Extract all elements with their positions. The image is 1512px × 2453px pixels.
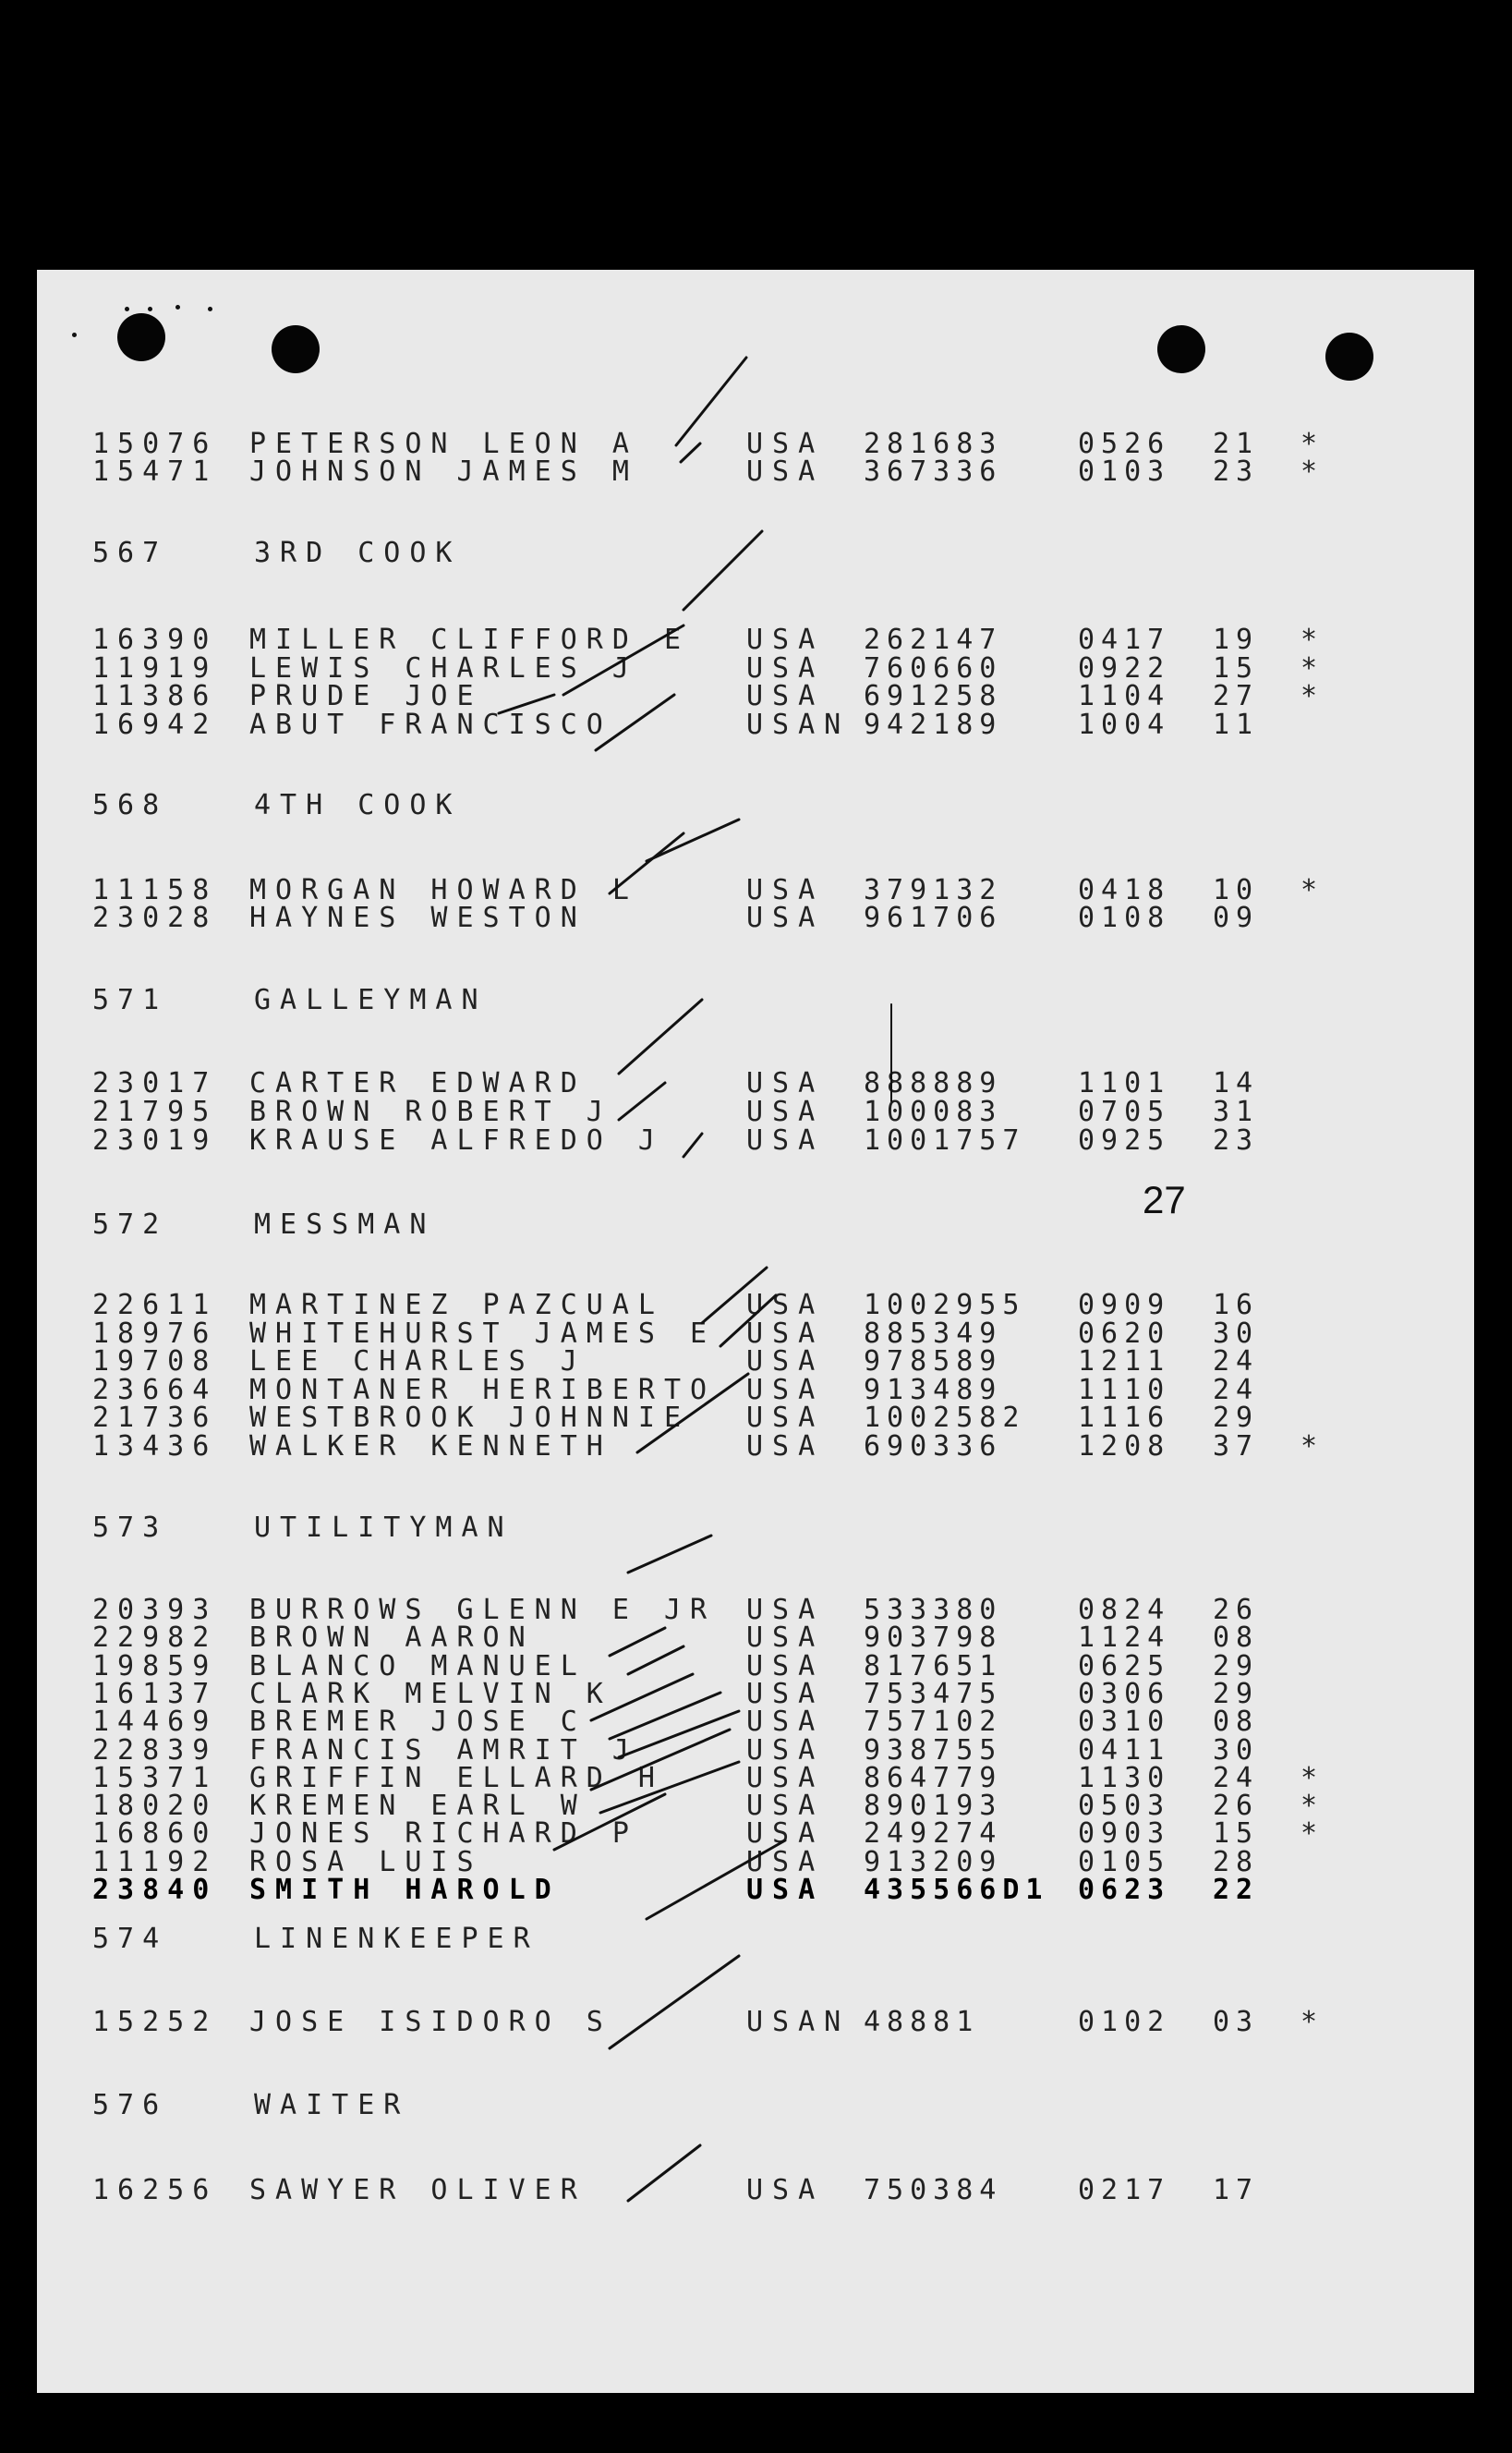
row-code: 1104 (1078, 680, 1171, 712)
row-age: 09 (1213, 902, 1260, 934)
table-row (37, 1431, 1474, 1463)
row-mark: * (1300, 1817, 1318, 1850)
section-code: 573 (92, 1512, 168, 1544)
table-row (37, 1818, 1474, 1850)
ink-speck (125, 307, 129, 311)
row-serial: 938755 (864, 1734, 1003, 1767)
row-id: 19708 (92, 1345, 218, 1378)
row-id: 22982 (92, 1621, 218, 1654)
row-serial: 690336 (864, 1430, 1003, 1463)
section-title: UTILITYMAN (254, 1512, 514, 1544)
row-code: 0417 (1078, 624, 1171, 656)
section-title: WAITER (254, 2089, 410, 2121)
row-age: 27 (1213, 680, 1260, 712)
row-id: 15371 (92, 1762, 218, 1794)
ink-speck (72, 333, 77, 337)
row-age: 17 (1213, 2174, 1260, 2206)
row-name: BREMER JOSE C (249, 1706, 587, 1738)
document-page (37, 270, 1474, 2393)
row-name: GRIFFIN ELLARD H (249, 1762, 664, 1794)
row-id: 21736 (92, 1402, 218, 1434)
row-code: 0105 (1078, 1846, 1171, 1878)
row-nationality: USA (746, 1762, 825, 1794)
row-id: 22839 (92, 1734, 218, 1767)
row-code: 0620 (1078, 1318, 1171, 1350)
row-name: ROSA LUIS (249, 1846, 483, 1878)
row-nationality: USA (746, 1874, 825, 1906)
table-row (37, 1290, 1474, 1321)
row-serial: 760660 (864, 652, 1003, 685)
row-nationality: USA (746, 1650, 825, 1682)
row-code: 0705 (1078, 1096, 1171, 1128)
row-mark: * (1300, 624, 1318, 656)
row-name: BROWN AARON (249, 1621, 535, 1654)
row-name: BURROWS GLENN E JR (249, 1594, 717, 1626)
row-age: 30 (1213, 1318, 1260, 1350)
row-id: 19859 (92, 1650, 218, 1682)
row-name: ABUT FRANCISCO (249, 709, 612, 741)
check-mark (683, 531, 762, 610)
row-name: CARTER EDWARD (249, 1067, 587, 1099)
row-serial: 890193 (864, 1790, 1003, 1822)
row-name: MONTANER HERIBERTO (249, 1374, 717, 1406)
row-serial: 913209 (864, 1846, 1003, 1878)
row-nationality: USA (746, 1817, 825, 1850)
row-serial: 435566D1 (864, 1874, 1049, 1906)
row-name: WESTBROOK JOHNNIE (249, 1402, 691, 1434)
table-row (37, 710, 1474, 741)
row-nationality: USA (746, 1678, 825, 1710)
row-mark: * (1300, 428, 1318, 460)
row-name: JOSE ISIDORO S (249, 2006, 612, 2038)
row-code: 0623 (1078, 1874, 1171, 1906)
table-row (37, 1097, 1474, 1128)
row-nationality: USA (746, 1846, 825, 1878)
section-code: 571 (92, 984, 168, 1016)
row-age: 29 (1213, 1402, 1260, 1434)
row-name: SAWYER OLIVER (249, 2174, 587, 2206)
row-id: 23664 (92, 1374, 218, 1406)
row-code: 0526 (1078, 428, 1171, 460)
row-code: 0625 (1078, 1650, 1171, 1682)
row-serial: 978589 (864, 1345, 1003, 1378)
table-row (37, 1068, 1474, 1099)
check-mark (628, 1536, 711, 1573)
row-id: 16137 (92, 1678, 218, 1710)
row-serial: 533380 (864, 1594, 1003, 1626)
row-name: MORGAN HOWARD L (249, 874, 638, 906)
row-id: 18976 (92, 1318, 218, 1350)
section-code: 567 (92, 537, 168, 569)
row-id: 14469 (92, 1706, 218, 1738)
row-age: 29 (1213, 1650, 1260, 1682)
row-nationality: USA (746, 652, 825, 685)
row-nationality: USA (746, 1734, 825, 1767)
row-code: 0909 (1078, 1289, 1171, 1321)
row-id: 16256 (92, 2174, 218, 2206)
row-serial: 961706 (864, 902, 1003, 934)
row-nationality: USA (746, 1096, 825, 1128)
row-serial: 262147 (864, 624, 1003, 656)
row-id: 23028 (92, 902, 218, 934)
row-age: 11 (1213, 709, 1260, 741)
row-serial: 100083 (864, 1096, 1003, 1128)
row-mark: * (1300, 455, 1318, 488)
row-serial: 885349 (864, 1318, 1003, 1350)
row-code: 0503 (1078, 1790, 1171, 1822)
row-code: 0925 (1078, 1124, 1171, 1157)
row-code: 1110 (1078, 1374, 1171, 1406)
row-mark: * (1300, 1790, 1318, 1822)
row-name: FRANCIS AMRIT J (249, 1734, 638, 1767)
row-name: PETERSON LEON A (249, 428, 638, 460)
table-row (37, 2007, 1474, 2038)
row-code: 0411 (1078, 1734, 1171, 1767)
row-id: 16942 (92, 709, 218, 741)
check-mark (619, 1000, 702, 1074)
row-nationality: USA (746, 455, 825, 488)
table-row (37, 903, 1474, 934)
row-code: 0306 (1078, 1678, 1171, 1710)
row-nationality: USA (746, 1621, 825, 1654)
row-age: 26 (1213, 1790, 1260, 1822)
row-id: 22611 (92, 1289, 218, 1321)
row-age: 24 (1213, 1374, 1260, 1406)
row-name: JONES RICHARD P (249, 1817, 638, 1850)
row-name: PRUDE JOE (249, 680, 483, 712)
row-name: MILLER CLIFFORD E (249, 624, 691, 656)
row-age: 16 (1213, 1289, 1260, 1321)
row-nationality: USAN (746, 2006, 851, 2038)
row-name: KRAUSE ALFREDO J (249, 1124, 664, 1157)
row-name: WHITEHURST JAMES E (249, 1318, 717, 1350)
row-serial: 281683 (864, 428, 1003, 460)
row-nationality: USA (746, 1289, 825, 1321)
row-nationality: USA (746, 1430, 825, 1463)
row-code: 0824 (1078, 1594, 1171, 1626)
row-serial: 48881 (864, 2006, 980, 2038)
row-id: 23840 (92, 1874, 218, 1906)
row-id: 16860 (92, 1817, 218, 1850)
row-serial: 1002582 (864, 1402, 1026, 1434)
section-code: 574 (92, 1923, 168, 1955)
section-title: LINENKEEPER (254, 1923, 539, 1955)
row-name: SMITH HAROLD (249, 1874, 561, 1906)
table-row (37, 2175, 1474, 2206)
row-serial: 757102 (864, 1706, 1003, 1738)
table-row (37, 1346, 1474, 1378)
row-id: 15471 (92, 455, 218, 488)
row-age: 26 (1213, 1594, 1260, 1626)
section-title: 4TH COOK (254, 789, 462, 821)
row-mark: * (1300, 1430, 1318, 1463)
row-code: 1130 (1078, 1762, 1171, 1794)
row-name: BROWN ROBERT J (249, 1096, 612, 1128)
row-id: 11192 (92, 1846, 218, 1878)
row-age: 15 (1213, 1817, 1260, 1850)
row-code: 0903 (1078, 1817, 1171, 1850)
row-mark: * (1300, 680, 1318, 712)
ink-speck (175, 305, 180, 310)
row-name: JOHNSON JAMES M (249, 455, 638, 488)
row-id: 11158 (92, 874, 218, 906)
row-nationality: USA (746, 1706, 825, 1738)
row-id: 23017 (92, 1067, 218, 1099)
row-code: 1211 (1078, 1345, 1171, 1378)
section-title: MESSMAN (254, 1208, 436, 1241)
row-code: 0310 (1078, 1706, 1171, 1738)
row-age: 21 (1213, 428, 1260, 460)
row-serial: 888889 (864, 1067, 1003, 1099)
page-number: 27 (1143, 1178, 1186, 1221)
row-serial: 750384 (864, 2174, 1003, 2206)
row-nationality: USA (746, 1594, 825, 1626)
row-serial: 691258 (864, 680, 1003, 712)
row-id: 21795 (92, 1096, 218, 1128)
row-nationality: USA (746, 624, 825, 656)
row-age: 24 (1213, 1762, 1260, 1794)
row-nationality: USA (746, 680, 825, 712)
row-nationality: USAN (746, 709, 851, 741)
row-serial: 379132 (864, 874, 1003, 906)
row-name: LEE CHARLES J (249, 1345, 587, 1378)
row-age: 24 (1213, 1345, 1260, 1378)
section-code: 572 (92, 1208, 168, 1241)
section-code: 568 (92, 789, 168, 821)
row-age: 19 (1213, 624, 1260, 656)
row-code: 1101 (1078, 1067, 1171, 1099)
row-age: 22 (1213, 1874, 1260, 1906)
section-title: 3RD COOK (254, 537, 462, 569)
punch-hole (272, 325, 320, 373)
row-id: 15076 (92, 428, 218, 460)
row-name: MARTINEZ PAZCUAL (249, 1289, 664, 1321)
table-row (37, 1706, 1474, 1738)
row-id: 16390 (92, 624, 218, 656)
row-age: 31 (1213, 1096, 1260, 1128)
row-code: 1116 (1078, 1402, 1171, 1434)
section-code: 576 (92, 2089, 168, 2121)
row-serial: 864779 (864, 1762, 1003, 1794)
row-serial: 753475 (864, 1678, 1003, 1710)
table-row (37, 681, 1474, 712)
row-nationality: USA (746, 1124, 825, 1157)
row-age: 10 (1213, 874, 1260, 906)
table-row (37, 1875, 1474, 1906)
row-name: WALKER KENNETH (249, 1430, 612, 1463)
row-code: 1124 (1078, 1621, 1171, 1654)
row-id: 11386 (92, 680, 218, 712)
row-serial: 249274 (864, 1817, 1003, 1850)
row-age: 28 (1213, 1846, 1260, 1878)
row-id: 13436 (92, 1430, 218, 1463)
row-age: 14 (1213, 1067, 1260, 1099)
punch-hole (1325, 333, 1373, 381)
row-mark: * (1300, 1762, 1318, 1794)
row-nationality: USA (746, 1318, 825, 1350)
row-mark: * (1300, 2006, 1318, 2038)
row-serial: 1002955 (864, 1289, 1026, 1321)
row-nationality: USA (746, 1374, 825, 1406)
row-nationality: USA (746, 874, 825, 906)
row-code: 0103 (1078, 455, 1171, 488)
row-code: 0418 (1078, 874, 1171, 906)
table-row (37, 625, 1474, 656)
punch-hole (1157, 325, 1205, 373)
row-code: 1208 (1078, 1430, 1171, 1463)
row-age: 30 (1213, 1734, 1260, 1767)
row-nationality: USA (746, 1790, 825, 1822)
row-nationality: USA (746, 1345, 825, 1378)
row-serial: 817651 (864, 1650, 1003, 1682)
row-serial: 1001757 (864, 1124, 1026, 1157)
row-age: 23 (1213, 455, 1260, 488)
row-nationality: USA (746, 2174, 825, 2206)
row-name: BLANCO MANUEL (249, 1650, 587, 1682)
row-code: 1004 (1078, 709, 1171, 741)
table-row (37, 1622, 1474, 1654)
punch-hole (117, 313, 165, 361)
row-name: LEWIS CHARLES J (249, 652, 638, 685)
row-age: 15 (1213, 652, 1260, 685)
row-age: 29 (1213, 1678, 1260, 1710)
row-id: 15252 (92, 2006, 218, 2038)
table-row (37, 1125, 1474, 1157)
row-code: 0217 (1078, 2174, 1171, 2206)
row-nationality: USA (746, 428, 825, 460)
row-code: 0102 (1078, 2006, 1171, 2038)
row-serial: 942189 (864, 709, 1003, 741)
row-nationality: USA (746, 902, 825, 934)
row-serial: 367336 (864, 455, 1003, 488)
section-title: GALLEYMAN (254, 984, 488, 1016)
table-row (37, 456, 1474, 488)
table-row (37, 1403, 1474, 1434)
row-id: 23019 (92, 1124, 218, 1157)
row-id: 18020 (92, 1790, 218, 1822)
row-id: 11919 (92, 652, 218, 685)
ink-speck (148, 307, 152, 311)
row-mark: * (1300, 652, 1318, 685)
row-serial: 903798 (864, 1621, 1003, 1654)
row-serial: 913489 (864, 1374, 1003, 1406)
row-nationality: USA (746, 1067, 825, 1099)
row-code: 0108 (1078, 902, 1171, 934)
row-age: 08 (1213, 1706, 1260, 1738)
ink-speck (208, 307, 212, 311)
row-id: 20393 (92, 1594, 218, 1626)
row-name: KREMEN EARL W (249, 1790, 587, 1822)
check-mark (647, 820, 739, 861)
row-age: 08 (1213, 1621, 1260, 1654)
row-name: CLARK MELVIN K (249, 1678, 612, 1710)
row-name: HAYNES WESTON (249, 902, 587, 934)
row-age: 23 (1213, 1124, 1260, 1157)
row-age: 03 (1213, 2006, 1260, 2038)
row-code: 0922 (1078, 652, 1171, 685)
row-nationality: USA (746, 1402, 825, 1434)
row-age: 37 (1213, 1430, 1260, 1463)
row-mark: * (1300, 874, 1318, 906)
